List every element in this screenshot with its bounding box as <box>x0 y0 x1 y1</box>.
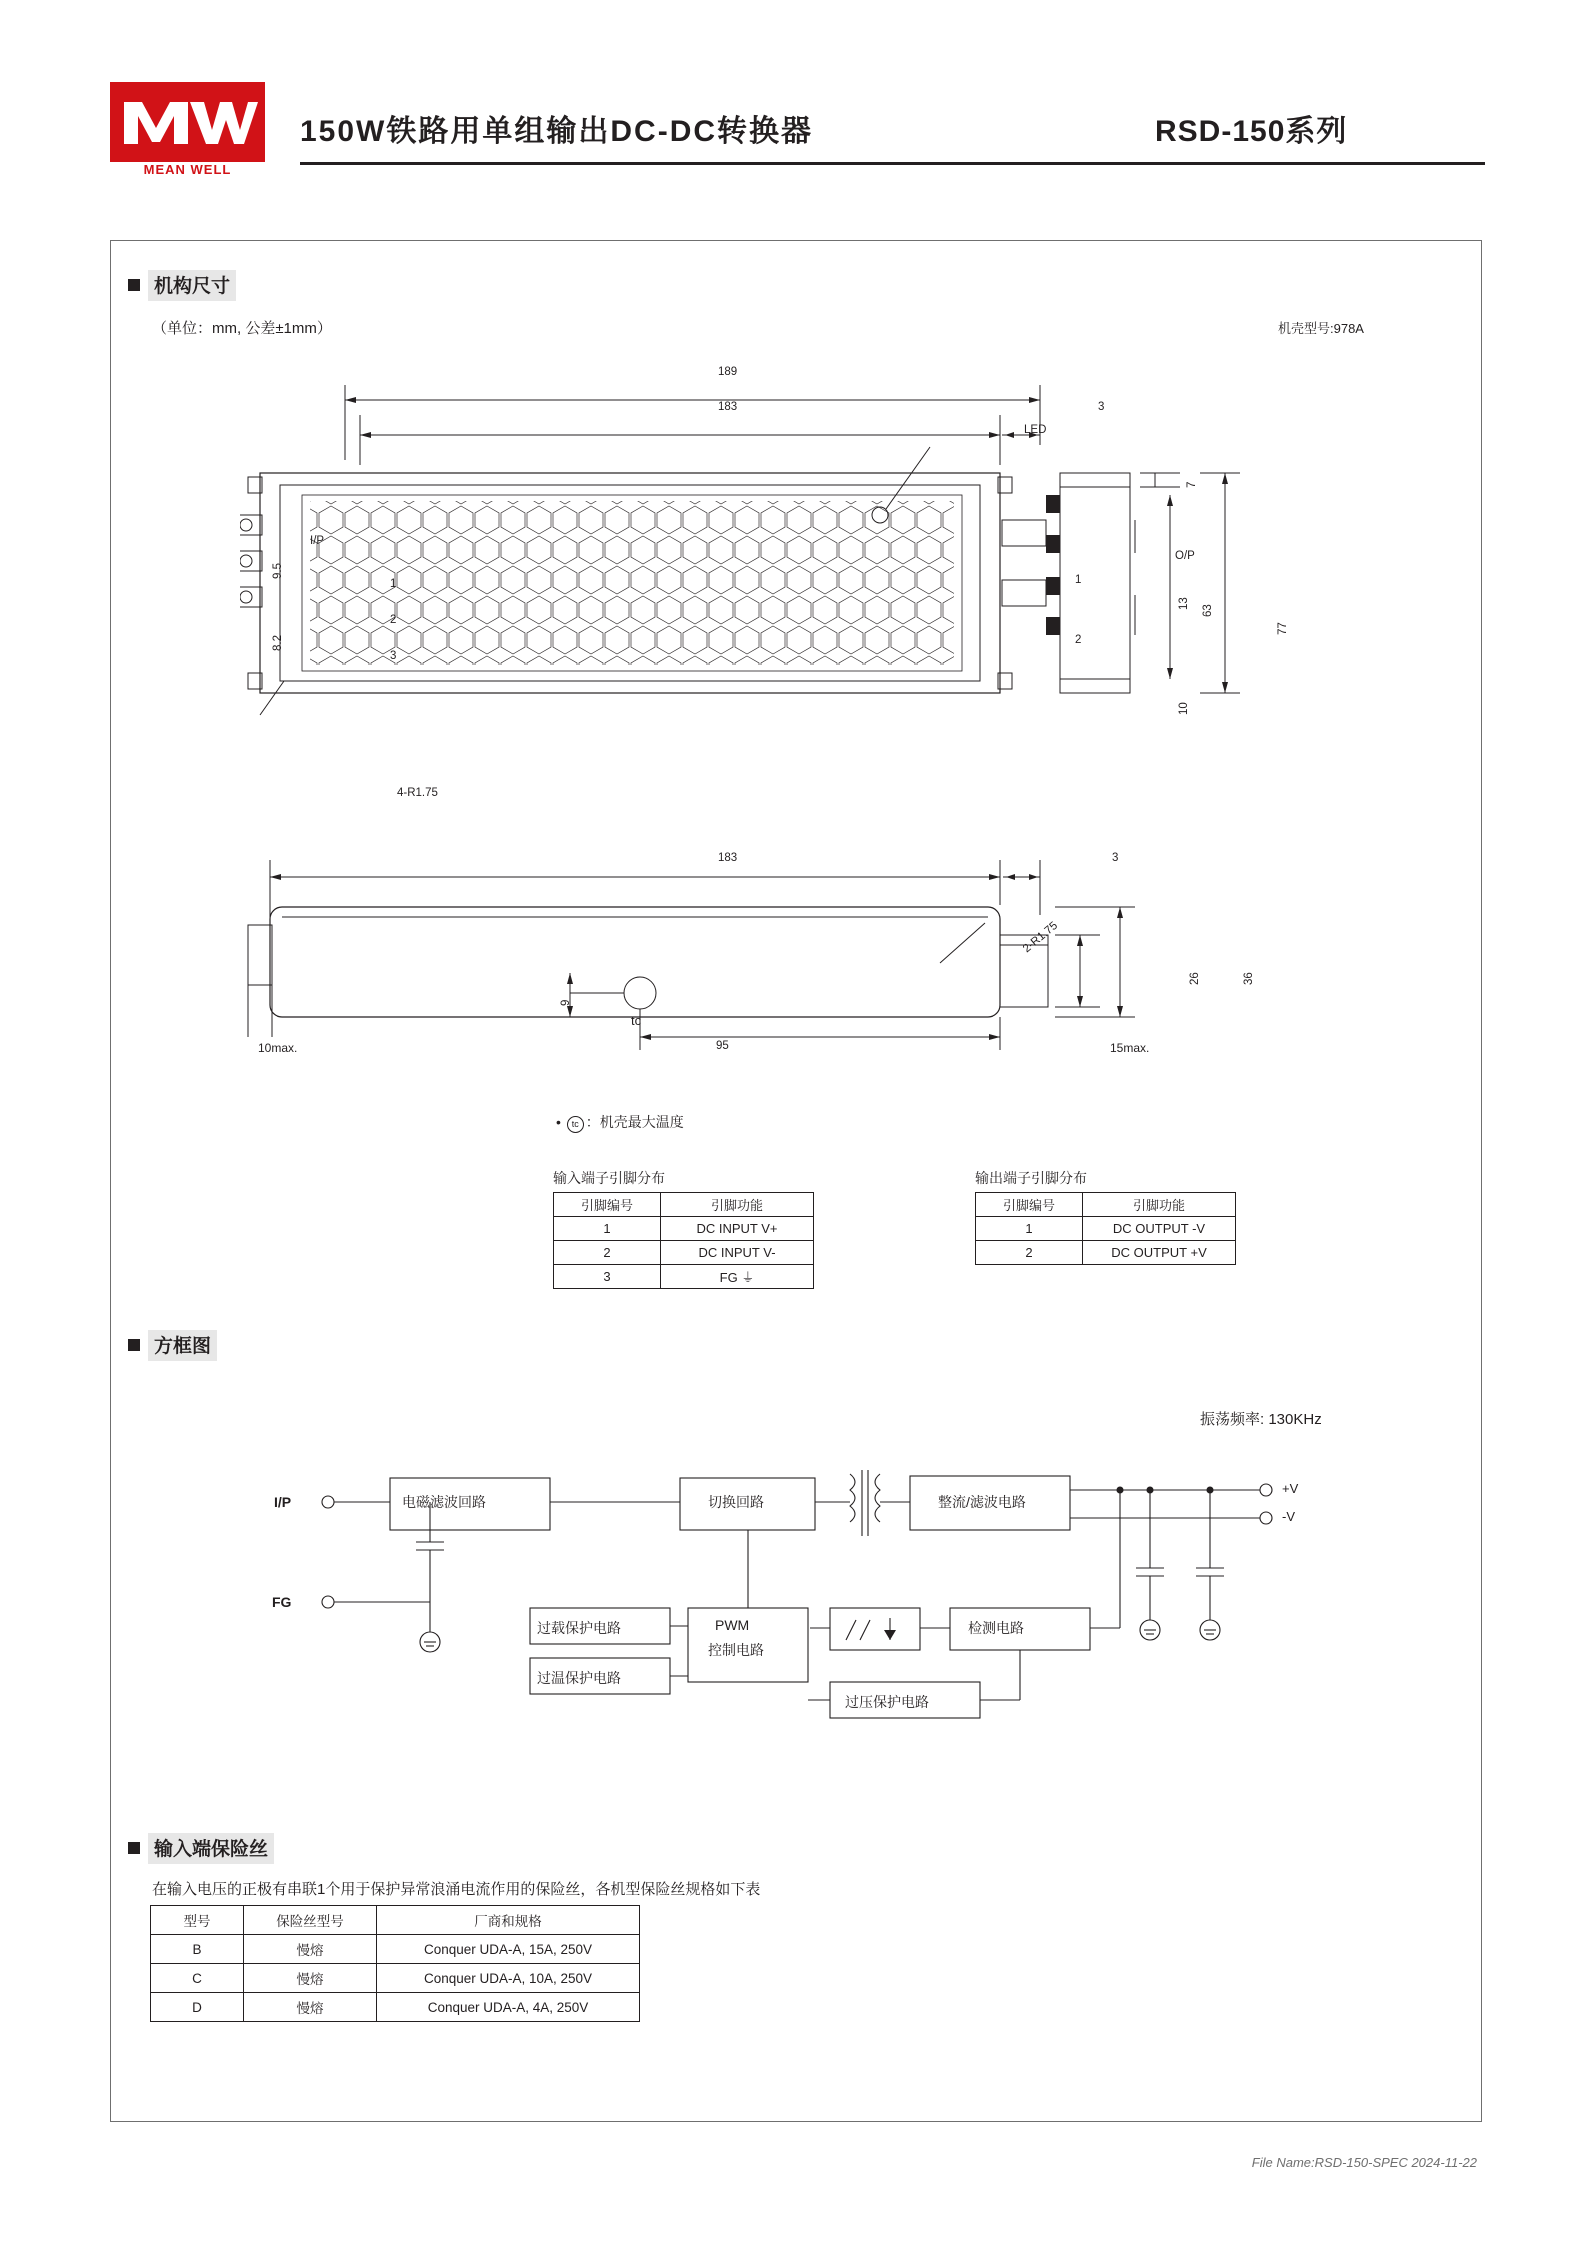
side-dim-15max-label: 15max. <box>1110 1041 1150 1055</box>
fuse-table-block <box>150 1905 640 2022</box>
table-row <box>554 1241 814 1265</box>
table-row <box>976 1193 1236 1217</box>
cell: 2 <box>976 1241 1083 1265</box>
cell: DC OUTPUT +V <box>1083 1241 1236 1265</box>
table-row <box>554 1193 814 1217</box>
dim-3-label: 3 <box>1098 401 1105 413</box>
op-pin-2-label: 2 <box>1075 634 1082 646</box>
table-row <box>151 1935 640 1964</box>
label-input-port: I/P <box>310 535 325 547</box>
block-input-label: I/P <box>274 1494 292 1510</box>
label-output-port: O/P <box>1175 550 1195 562</box>
side-dim-3-label: 3 <box>1112 852 1119 864</box>
input-pin-table <box>553 1192 814 1289</box>
dim-10-label: 10 <box>1178 702 1190 715</box>
side-dim-26-label: 26 <box>1189 972 1201 985</box>
fuse-header-spec: 厂商和规格 <box>377 1906 640 1935</box>
cell: FG ⏚ <box>661 1265 814 1289</box>
table-row <box>554 1265 814 1289</box>
dim-7-label: 7 <box>1186 481 1198 488</box>
cell: C <box>151 1964 244 1993</box>
cell: 2 <box>554 1241 661 1265</box>
logo-mw-mark <box>110 82 265 162</box>
block-box-pwm-line2: 控制电路 <box>708 1642 764 1658</box>
output-pin-table <box>975 1192 1236 1265</box>
case-model-label: 机壳型号:978A <box>1278 321 1364 336</box>
dim-189-label: 189 <box>718 366 738 378</box>
meanwell-logo <box>110 82 265 190</box>
table-row <box>151 1964 640 1993</box>
output-pin-table-title: 输出端子引脚分布 <box>975 1170 1087 1186</box>
mechanical-drawing-top-view <box>240 355 1360 825</box>
pin-3-label: 3 <box>390 650 397 662</box>
oscillation-frequency-note: 振荡频率: 130KHz <box>1200 1411 1322 1428</box>
cell: DC INPUT V+ <box>661 1217 814 1241</box>
fuse-header-type: 保险丝型号 <box>244 1906 377 1935</box>
block-fg-label: FG <box>272 1594 292 1610</box>
cell: DC INPUT V- <box>661 1241 814 1265</box>
block-box-otp-label: 过温保护电路 <box>537 1670 621 1686</box>
page-title-model: RSD-150系列 <box>1155 115 1348 148</box>
section-mechanical-specification: 机构尺寸 <box>128 270 236 301</box>
bullet-square-icon <box>128 279 140 291</box>
side-dim-9-label: 9 <box>560 999 572 1006</box>
page-footer: File Name:RSD-150-SPEC 2024-11-22 <box>1251 2155 1477 2170</box>
cell: Conquer UDA-A, 4A, 250V <box>377 1993 640 2022</box>
logo-text: MEAN WELL <box>143 162 232 177</box>
page-title-cn: 150W铁路用单组输出DC-DC转换器 <box>300 115 814 148</box>
table-row <box>151 1906 640 1935</box>
label-tc: tc <box>631 1013 642 1028</box>
fuse-header-model: 型号 <box>151 1906 244 1935</box>
block-box-pwm-line1: PWM <box>715 1617 750 1633</box>
cell: Conquer UDA-A, 10A, 250V <box>377 1964 640 1993</box>
cell: 慢熔 <box>244 1993 377 2022</box>
table-row <box>151 1993 640 2022</box>
output-pin-header-num: 引脚编号 <box>976 1193 1083 1217</box>
label-4-r175: 4-R1.75 <box>397 787 438 799</box>
page-header <box>110 82 1485 192</box>
cell: DC OUTPUT -V <box>1083 1217 1236 1241</box>
side-dim-36-label: 36 <box>1243 972 1255 985</box>
block-out-minus-label: -V <box>1282 1509 1295 1524</box>
cell: B <box>151 1935 244 1964</box>
input-pin-header-func: 引脚功能 <box>661 1193 814 1217</box>
pin-2-label: 2 <box>390 614 397 626</box>
table-row <box>554 1217 814 1241</box>
block-box-detect-label: 检测电路 <box>968 1620 1024 1636</box>
cell: 慢熔 <box>244 1935 377 1964</box>
table-row <box>976 1217 1236 1241</box>
tc-note-bullet: • <box>556 1114 561 1130</box>
bullet-square-icon <box>128 1339 140 1351</box>
section-input-fuse: 输入端保险丝 <box>128 1833 274 1864</box>
input-pin-table-block <box>553 1168 814 1289</box>
block-box-ocp-label: 过载保护电路 <box>537 1620 621 1636</box>
output-pin-header-func: 引脚功能 <box>1083 1193 1236 1217</box>
cell: 1 <box>554 1217 661 1241</box>
dim-63-label: 63 <box>1202 604 1214 617</box>
fuse-description: 在输入电压的正极有串联1个用于保护异常浪涌电流作用的保险丝，各机型保险丝规格如下表 <box>152 1881 761 1898</box>
tc-circle-icon: tc <box>567 1116 584 1133</box>
block-box-switch-label: 切换回路 <box>708 1494 764 1510</box>
side-dim-95-label: 95 <box>716 1040 729 1052</box>
bullet-square-icon <box>128 1842 140 1854</box>
cell: 慢熔 <box>244 1964 377 1993</box>
dim-8-2-label: 8.2 <box>272 635 284 651</box>
cell: D <box>151 1993 244 2022</box>
table-row <box>976 1241 1236 1265</box>
block-box-ovp-label: 过压保护电路 <box>845 1694 929 1710</box>
op-pin-1-label: 1 <box>1075 574 1082 586</box>
input-pin-header-num: 引脚编号 <box>554 1193 661 1217</box>
pin-1-label: 1 <box>390 578 397 590</box>
tc-note-text: ：机壳最大温度 <box>585 1114 684 1130</box>
input-pin-table-title: 输入端子引脚分布 <box>553 1170 665 1186</box>
label-2-r175: 2-R1.75 <box>1021 919 1061 956</box>
header-title-area <box>300 100 1485 172</box>
cell: 1 <box>976 1217 1083 1241</box>
logo-red-box <box>110 82 265 162</box>
mechanical-drawing-side-view <box>240 845 1360 1085</box>
dim-13-label: 13 <box>1178 597 1190 610</box>
side-dim-10max-label: 10max. <box>258 1041 298 1055</box>
header-divider <box>300 162 1485 165</box>
side-dim-183-label: 183 <box>718 852 738 864</box>
dim-183-label: 183 <box>718 401 738 413</box>
label-led: LED <box>1024 424 1047 436</box>
block-out-plus-label: +V <box>1282 1481 1299 1496</box>
section-block-diagram: 方框图 <box>128 1330 217 1361</box>
output-pin-table-block <box>975 1168 1236 1265</box>
block-box-rect-label: 整流/滤波电路 <box>938 1494 1026 1510</box>
fuse-table <box>150 1905 640 2022</box>
block-box-emi-label: 电磁滤波回路 <box>402 1494 486 1510</box>
cell: 3 <box>554 1265 661 1289</box>
dim-77-label: 77 <box>1277 622 1289 635</box>
tc-note-row <box>556 1112 684 1133</box>
cell: Conquer UDA-A, 15A, 250V <box>377 1935 640 1964</box>
dim-9-5-label: 9.5 <box>272 563 284 579</box>
mech-unit-note: （单位：mm, 公差±1mm） <box>152 320 332 337</box>
